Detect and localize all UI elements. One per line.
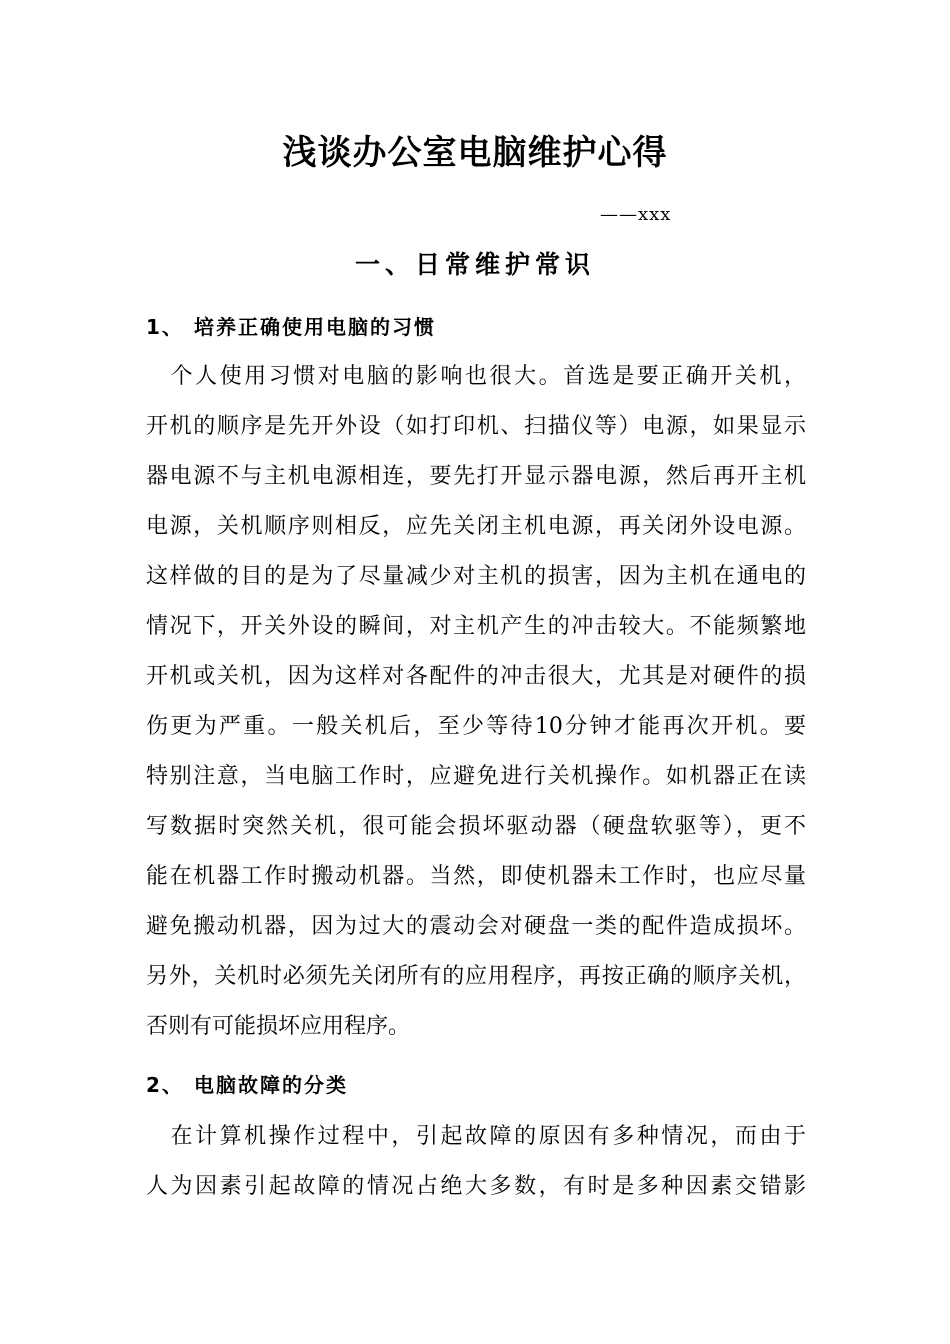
paragraph-line: 器电源不与主机电源相连，要先打开显示器电源，然后再开主机 <box>146 464 806 489</box>
subsection-number: 2、 <box>146 1073 184 1097</box>
paragraph-line: 写数据时突然关机，很可能会损坏驱动器（硬盘软驱等），更不 <box>146 814 806 839</box>
paragraph-line: 情况下，开关外设的瞬间，对主机产生的冲击较大。不能频繁地 <box>146 614 806 639</box>
paragraph-line: 人为因素引起故障的情况占绝大多数，有时是多种因素交错影 <box>146 1174 806 1199</box>
paragraph-line: 特别注意，当电脑工作时，应避免进行关机操作。如机器正在读 <box>146 764 806 789</box>
paragraph-line: 电源，关机顺序则相反，应先关闭主机电源，再关闭外设电源。 <box>146 514 806 539</box>
paragraph-line: 能在机器工作时搬动机器。当然，即使机器未工作时，也应尽量 <box>146 864 806 889</box>
section-heading: 一、日常维护常识 <box>354 250 595 279</box>
subsection-number: 1、 <box>146 315 184 339</box>
paragraph <box>146 352 806 1052</box>
paragraph-line: 在计算机操作过程中，引起故障的原因有多种情况，而由于 <box>146 1124 806 1149</box>
paragraph-line: 避免搬动机器，因为过大的震动会对硬盘一类的配件造成损坏。 <box>146 914 806 939</box>
paragraph-line: 否则有可能损坏应用程序。 <box>146 1014 411 1039</box>
subsection-title: 培养正确使用电脑的习惯 <box>194 315 436 339</box>
subsection-title: 电脑故障的分类 <box>194 1073 348 1097</box>
paragraph-line: 伤更为严重。一般关机后，至少等待10分钟才能再次开机。要 <box>146 714 806 739</box>
document-title: 浅谈办公室电脑维护心得 <box>282 133 668 173</box>
paragraph-line: 这样做的目的是为了尽量减少对主机的损害，因为主机在通电的 <box>146 564 806 589</box>
paragraph-line: 开机或关机，因为这样对各配件的冲击很大，尤其是对硬件的损 <box>146 664 806 689</box>
paragraph-line: 另外，关机时必须先关闭所有的应用程序，再按正确的顺序关机， <box>146 964 806 989</box>
subsection-heading <box>146 310 436 344</box>
paragraph-line: 开机的顺序是先开外设（如打印机、扫描仪等）电源，如果显示 <box>146 414 806 439</box>
subsection-heading <box>146 1068 348 1102</box>
paragraph-line: 个人使用习惯对电脑的影响也很大。首选是要正确开关机， <box>146 364 806 389</box>
paragraph <box>146 1112 806 1212</box>
author-line: ——xxx <box>600 204 672 225</box>
